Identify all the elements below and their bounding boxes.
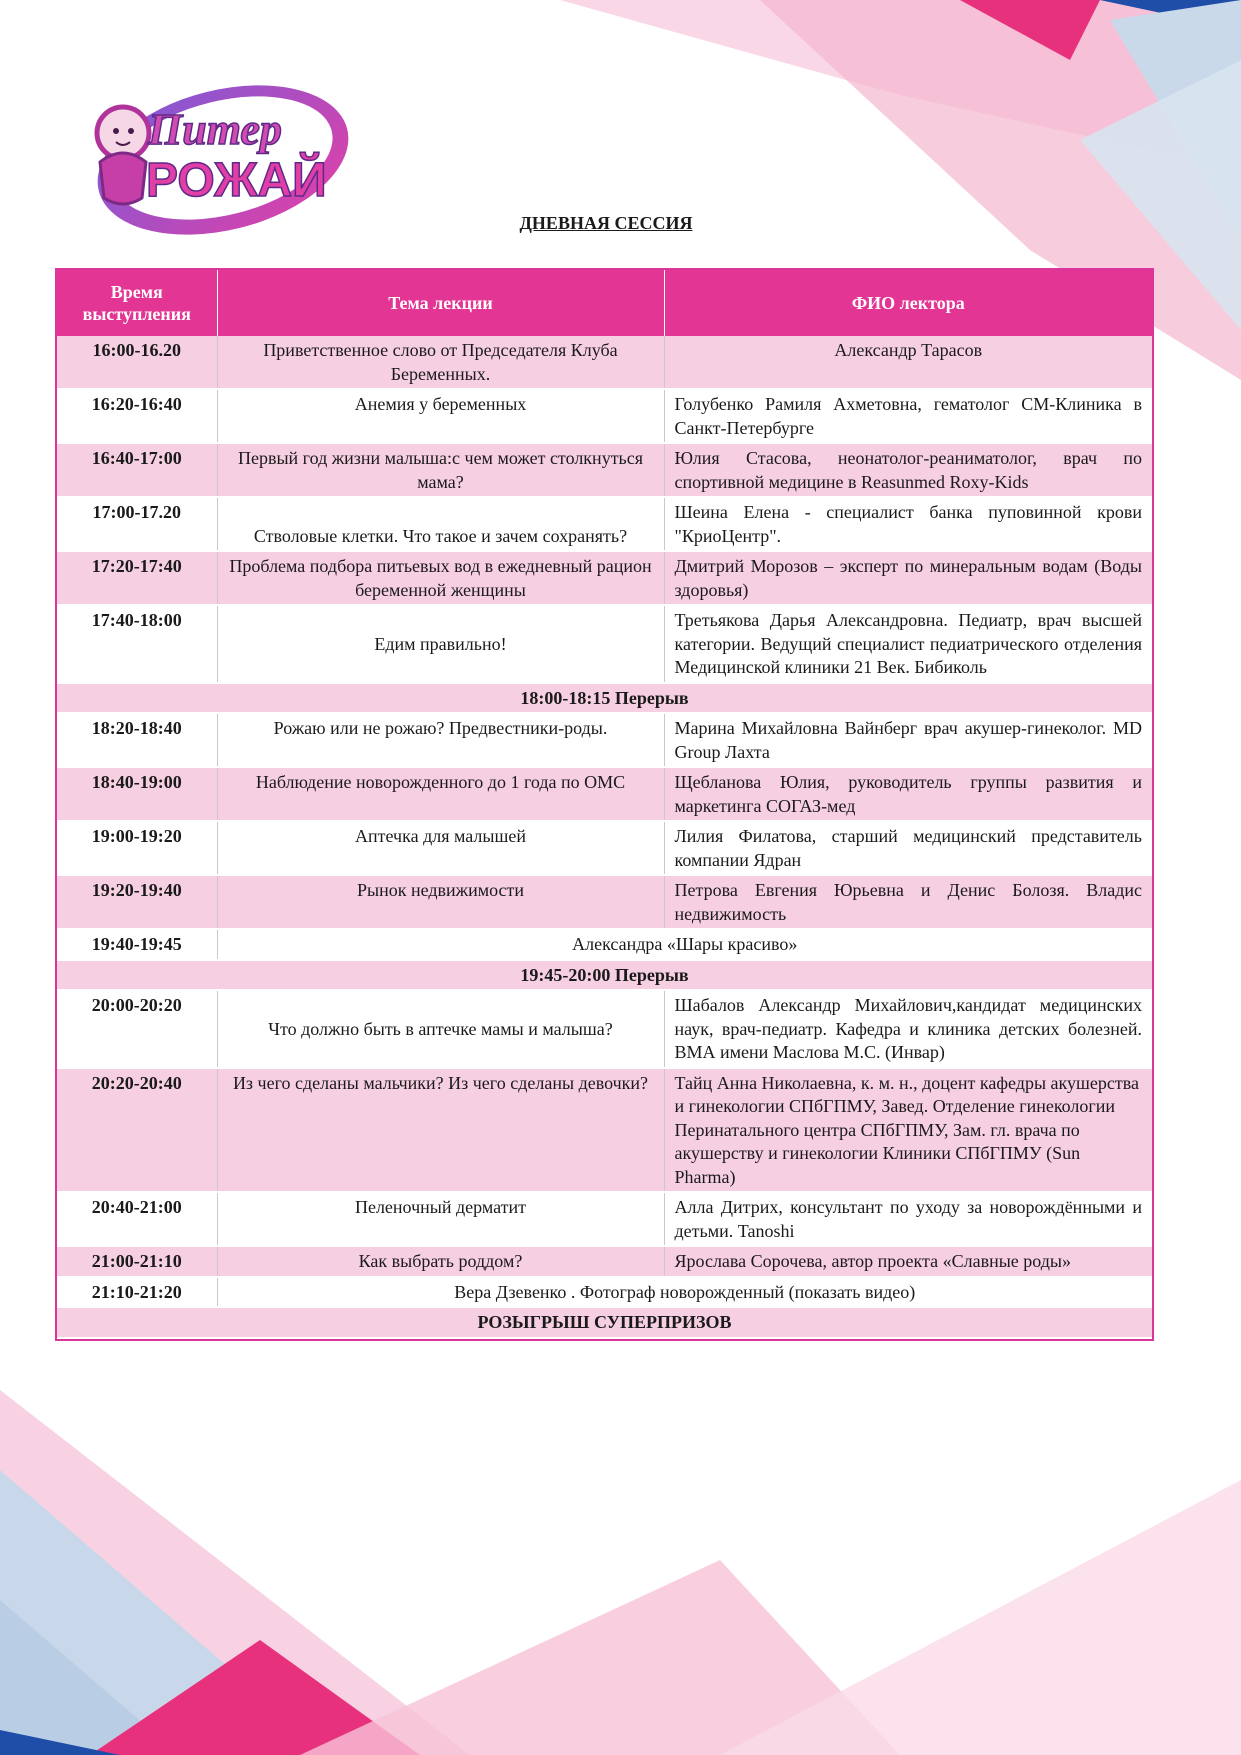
row-time: 21:10-21:20: [57, 1277, 217, 1308]
table-row: [57, 767, 1152, 821]
row-span: Александра «Шары красиво»: [217, 929, 1152, 960]
table-row: [57, 990, 1152, 1068]
row-lector: Щебланова Юлия, руководитель группы развития и маркетинга СОГАЗ-мед: [664, 767, 1152, 821]
table-row: [57, 336, 1152, 389]
header-topic: Тема лекции: [217, 270, 664, 336]
row-time: 17:20-17:40: [57, 551, 217, 605]
table-row: [57, 497, 1152, 551]
row-lector: Третьякова Дарья Александровна. Педиатр, врач высшей категории. Ведущий специалист педиатрического отделения Медицинской клиники 21 Век. Бибиколь: [664, 605, 1152, 683]
svg-text:РОЖАЙ: РОЖАЙ: [146, 154, 327, 207]
table-row: [57, 929, 1152, 960]
row-topic-text: Едим правильно!: [374, 633, 507, 654]
table-row: [57, 443, 1152, 497]
row-lector: Юлия Стасова, неонатолог-реаниматолог, врач по спортивной медицине в Reasunmed Roxy-Kids: [664, 443, 1152, 497]
prize-label: РОЗЫГРЫШ СУПЕРПРИЗОВ: [57, 1307, 1152, 1338]
row-topic-text: Что должно быть в аптечке мамы и малыша?: [268, 1018, 613, 1039]
row-lector: Голубенко Рамиля Ахметовна, гематолог СМ-Клиника в Санкт-Петербурге: [664, 389, 1152, 443]
row-lector: Петрова Евгения Юрьевна и Денис Болозя. Владис недвижимость: [664, 875, 1152, 929]
row-lector: Ярослава Сорочева, автор проекта «Славные роды»: [664, 1246, 1152, 1277]
row-time: 19:20-19:40: [57, 875, 217, 929]
header-time: Время выступления: [57, 270, 217, 336]
row-time: 19:00-19:20: [57, 821, 217, 875]
row-time: 20:20-20:40: [57, 1068, 217, 1193]
table-row: [57, 875, 1152, 929]
table-row: [57, 1246, 1152, 1277]
row-lector: Шеина Елена - специалист банка пуповинной крови "КриоЦентр".: [664, 497, 1152, 551]
row-time: 17:00-17.20: [57, 497, 217, 551]
break-row: [57, 683, 1152, 714]
row-time: 17:40-18:00: [57, 605, 217, 683]
row-time: 21:00-21:10: [57, 1246, 217, 1277]
row-topic: Из чего сделаны мальчики? Из чего сделаны девочки?: [217, 1068, 664, 1193]
row-topic: Как выбрать роддом?: [217, 1246, 664, 1277]
row-topic: Первый год жизни малыша:с чем может столкнуться мама?: [217, 443, 664, 497]
row-lector: Алла Дитрих, консультант по уходу за новорождёнными и детьми. Tanoshi: [664, 1192, 1152, 1246]
table-row: [57, 1068, 1152, 1193]
break-label: 18:00-18:15 Перерыв: [57, 683, 1152, 714]
row-time: 16:20-16:40: [57, 389, 217, 443]
prize-row: [57, 1307, 1152, 1338]
session-title: ДНЕВНАЯ СЕССИЯ: [519, 213, 693, 233]
row-topic: [217, 497, 664, 551]
row-topic: Наблюдение новорожденного до 1 года по ОМС: [217, 767, 664, 821]
table-row: [57, 389, 1152, 443]
row-topic: Аптечка для малышей: [217, 821, 664, 875]
row-lector: Марина Михайловна Вайнберг врач акушер-гинеколог. MD Group Лахта: [664, 713, 1152, 767]
row-topic: Пеленочный дерматит: [217, 1192, 664, 1246]
table-row: [57, 551, 1152, 605]
row-time: 18:40-19:00: [57, 767, 217, 821]
row-topic: Анемия у беременных: [217, 389, 664, 443]
table-header: [57, 270, 1152, 336]
row-topic: [217, 605, 664, 683]
row-lector: Дмитрий Морозов – эксперт по минеральным водам (Воды здоровья): [664, 551, 1152, 605]
row-time: 16:40-17:00: [57, 443, 217, 497]
row-lector: Шабалов Александр Михайлович,кандидат медицинских наук, врач-педиатр. Кафедра и клиника детских болезней. ВМА имени Маслова М.С. (Инвар): [664, 990, 1152, 1068]
row-topic: Проблема подбора питьевых вод в ежедневный рацион беременной женщины: [217, 551, 664, 605]
row-topic: Рожаю или не рожаю? Предвестники-роды.: [217, 713, 664, 767]
row-time: 19:40-19:45: [57, 929, 217, 960]
break-label: 19:45-20:00 Перерыв: [57, 960, 1152, 991]
row-time: 16:00-16.20: [57, 336, 217, 389]
header-lector: ФИО лектора: [664, 270, 1152, 336]
table-row: [57, 821, 1152, 875]
row-lector: Лилия Филатова, старший медицинский представитель компании Ядран: [664, 821, 1152, 875]
row-topic-text: Стволовые клетки. Что такое и зачем сохранять?: [253, 525, 628, 546]
table-row: [57, 1277, 1152, 1308]
break-row: [57, 960, 1152, 991]
table-row: [57, 1192, 1152, 1246]
row-lector: Тайц Анна Николаевна, к. м. н., доцент кафедры акушерства и гинекологии СПбГПМУ, Завед. Отделение гинекологии Перинатального центра СПбГПМУ, Зам. гл. врача по акушерству и гинекологии Клиники СПбГПМУ (Sun Pharma): [664, 1068, 1152, 1193]
row-time: 18:20-18:40: [57, 713, 217, 767]
row-time: 20:40-21:00: [57, 1192, 217, 1246]
row-topic: Рынок недвижимости: [217, 875, 664, 929]
table-row: [57, 713, 1152, 767]
row-topic: Приветственное слово от Председателя Клуба Беременных.: [217, 336, 664, 389]
schedule-table: [55, 268, 1154, 1341]
row-topic: [217, 990, 664, 1068]
row-lector: Александр Тарасов: [664, 336, 1152, 389]
row-span: Вера Дзевенко . Фотограф новорожденный (показать видео): [217, 1277, 1152, 1308]
svg-text:Питер: Питер: [148, 105, 282, 154]
row-time: 20:00-20:20: [57, 990, 217, 1068]
table-row: [57, 605, 1152, 683]
